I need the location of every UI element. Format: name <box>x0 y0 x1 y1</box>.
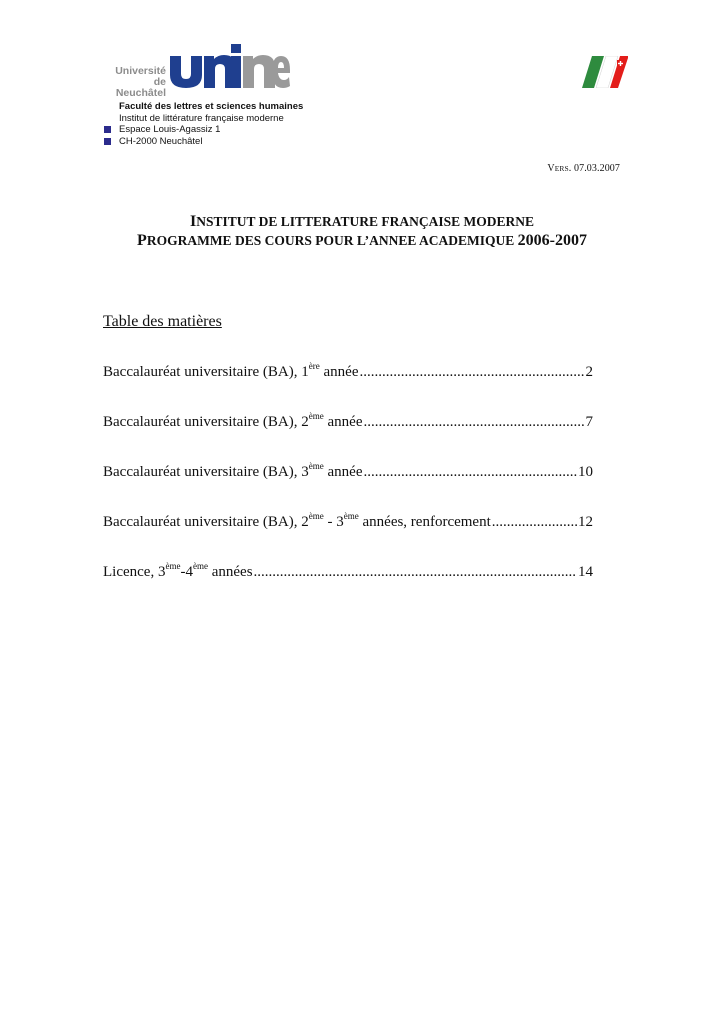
title-line-2-rest: ROGRAMME DES COURS POUR L’ANNEE ACADEMIQUE <box>146 233 515 248</box>
logo-wordmark <box>102 66 166 99</box>
unine-logo-icon <box>168 42 290 88</box>
logo-line-2: de Neuchâtel <box>115 76 166 99</box>
title-year: 2006-2007 <box>517 232 587 249</box>
toc-page-number: 12 <box>578 514 593 530</box>
toc-entry-label: Baccalauréat universitaire (BA), 1ère année <box>103 361 359 380</box>
street-line <box>119 124 303 136</box>
title-line-1 <box>0 212 724 231</box>
toc-leader-dots <box>254 564 577 581</box>
version-rest: ERS <box>554 164 569 173</box>
swiss-stripes-logo-icon <box>582 56 628 88</box>
version-label <box>547 163 620 174</box>
title-line-1-initial: I <box>189 213 197 230</box>
version-initial: V <box>547 163 555 174</box>
document-title <box>0 212 724 250</box>
street-text: Espace Louis-Agassiz 1 <box>119 124 221 135</box>
title-line-2 <box>0 231 724 250</box>
title-line-2-initial: P <box>137 232 147 249</box>
toc-heading: Table des matières <box>103 313 222 330</box>
toc-page-number: 2 <box>585 364 593 380</box>
toc-leader-dots <box>492 514 577 531</box>
toc-entry[interactable] <box>103 461 593 514</box>
toc-entry[interactable] <box>103 411 593 464</box>
toc-entry[interactable] <box>103 361 593 414</box>
city-text: CH-2000 Neuchâtel <box>119 135 203 147</box>
toc-entry-label: Baccalauréat universitaire (BA), 3ème année <box>103 461 363 480</box>
university-logo <box>102 42 292 99</box>
table-of-contents <box>103 361 593 614</box>
square-bullet-icon <box>104 138 111 145</box>
version-date: . 07.03.2007 <box>568 163 620 174</box>
square-bullet-icon <box>104 126 111 133</box>
toc-leader-dots <box>363 464 577 481</box>
city-line <box>119 136 303 148</box>
toc-leader-dots <box>363 414 584 431</box>
toc-page-number: 14 <box>578 564 593 580</box>
toc-page-number: 7 <box>585 414 593 430</box>
toc-entry-label: Baccalauréat universitaire (BA), 2ème - 3ème années, renforcement <box>103 511 491 530</box>
toc-page-number: 10 <box>578 464 593 480</box>
toc-entry[interactable] <box>103 511 593 564</box>
toc-entry-label: Licence, 3ème-4ème années <box>103 561 253 580</box>
toc-entry-label: Baccalauréat universitaire (BA), 2ème année <box>103 411 363 430</box>
logo-line-1: Université <box>115 65 166 77</box>
address-block <box>119 101 303 147</box>
toc-leader-dots <box>359 364 584 381</box>
institute-name: Institut de littérature française moderne <box>119 112 284 124</box>
toc-entry[interactable] <box>103 561 593 614</box>
title-line-1-rest: NSTITUT DE LITTERATURE FRANÇAISE MODERNE <box>196 214 535 229</box>
faculty-name: Faculté des lettres et sciences humaines <box>119 101 304 112</box>
